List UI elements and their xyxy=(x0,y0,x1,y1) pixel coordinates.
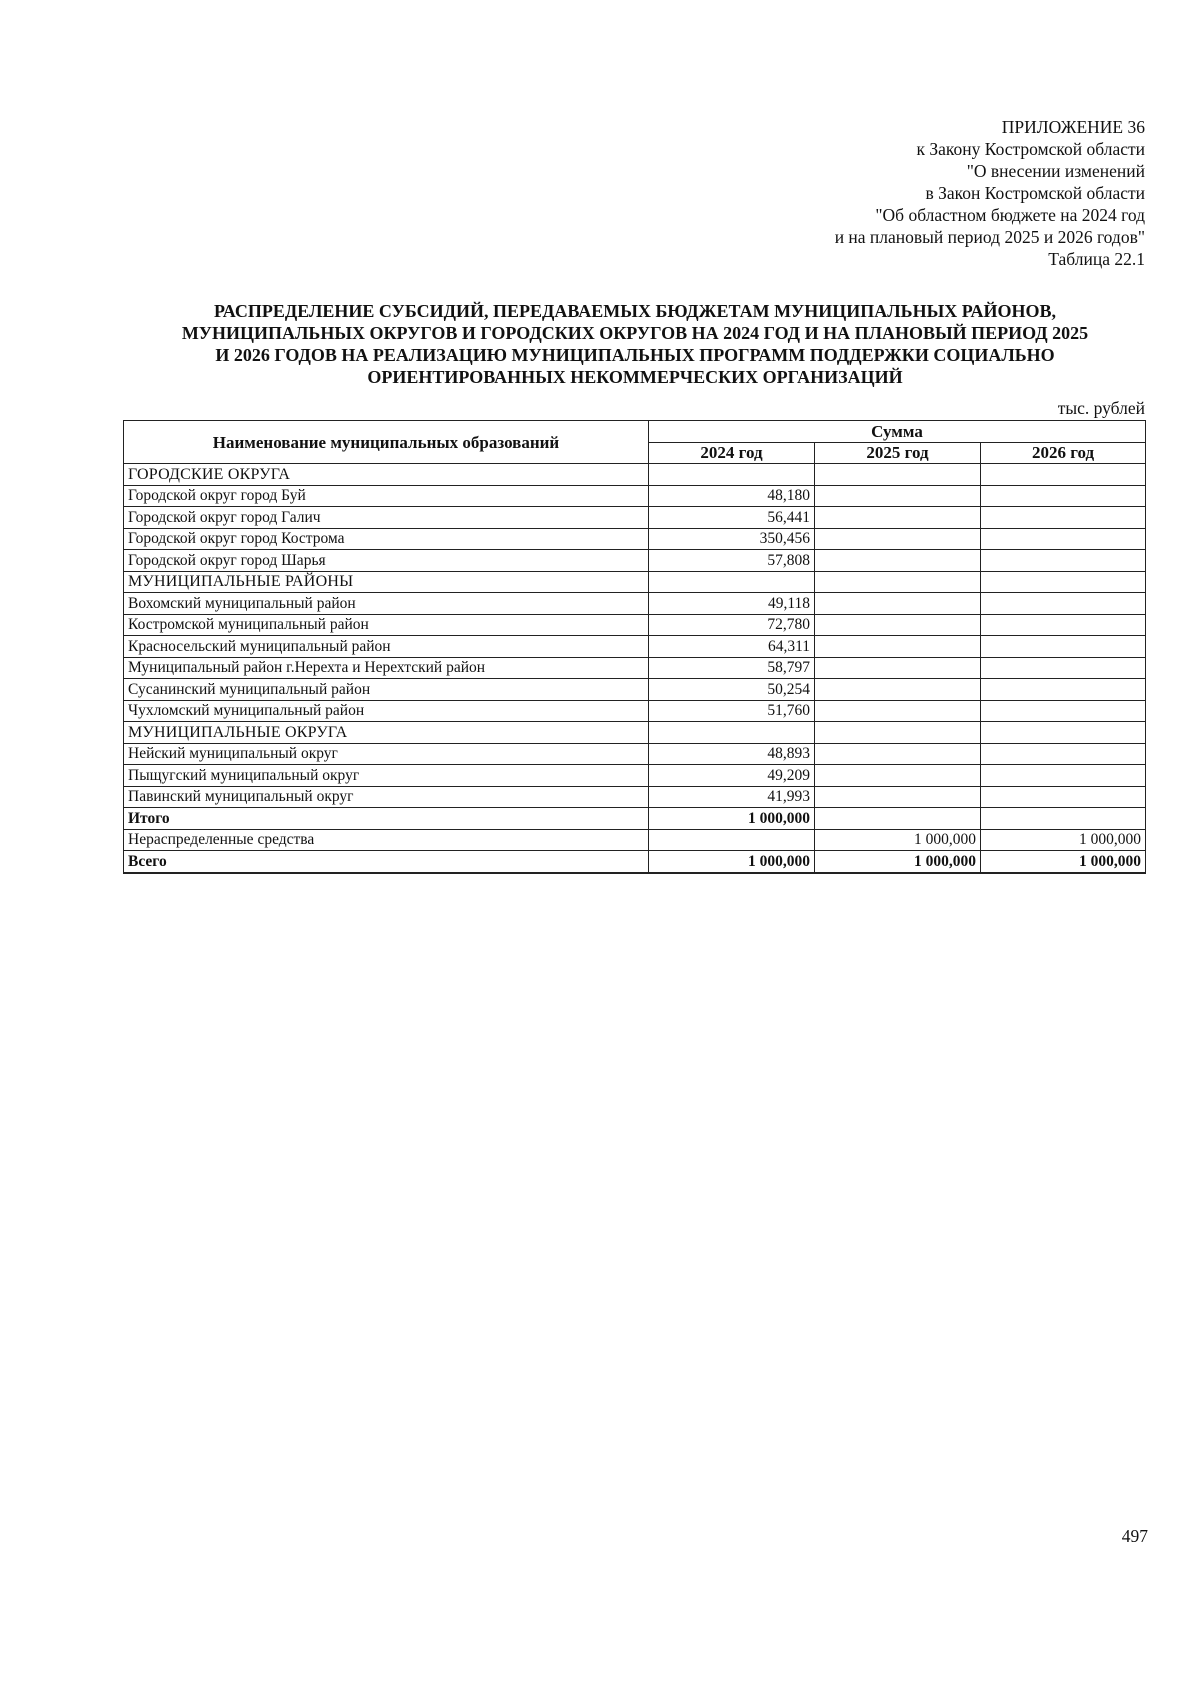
cell-2024: 57,808 xyxy=(649,550,815,572)
cell-2026 xyxy=(981,657,1146,679)
column-header-2024: 2024 год xyxy=(649,442,815,464)
cell-2026 xyxy=(981,636,1146,658)
cell-name: Городской округ город Шарья xyxy=(124,550,649,572)
cell-2025 xyxy=(815,614,981,636)
cell-2026 xyxy=(981,808,1146,830)
cell-2025 xyxy=(815,679,981,701)
cell-name: Сусанинский муниципальный район xyxy=(124,679,649,701)
table-row xyxy=(124,765,1146,787)
cell-2025 xyxy=(815,786,981,808)
cell-2026 xyxy=(981,679,1146,701)
cell-2025 xyxy=(815,743,981,765)
cell-2026 xyxy=(981,743,1146,765)
cell-2024: 56,441 xyxy=(649,507,815,529)
cell-2026 xyxy=(981,786,1146,808)
appendix-header xyxy=(445,116,1145,270)
cell-name: МУНИЦИПАЛЬНЫЕ ОКРУГА xyxy=(124,722,649,744)
cell-2024 xyxy=(649,464,815,486)
cell-2024: 48,180 xyxy=(649,485,815,507)
cell-2024: 350,456 xyxy=(649,528,815,550)
cell-name: Городской округ город Буй xyxy=(124,485,649,507)
table-row xyxy=(124,743,1146,765)
cell-2026: 1 000,000 xyxy=(981,829,1146,851)
cell-2026 xyxy=(981,485,1146,507)
title-line: И 2026 ГОДОВ НА РЕАЛИЗАЦИЮ МУНИЦИПАЛЬНЫХ ПРОГРАММ ПОДДЕРЖКИ СОЦИАЛЬНО xyxy=(215,345,1055,365)
section-row xyxy=(124,722,1146,744)
cell-2025: 1 000,000 xyxy=(815,829,981,851)
cell-name: Нейский муниципальный округ xyxy=(124,743,649,765)
table-row xyxy=(124,636,1146,658)
cell-2025 xyxy=(815,700,981,722)
table-number: Таблица 22.1 xyxy=(1048,249,1145,269)
cell-2025 xyxy=(815,657,981,679)
column-header-2026: 2026 год xyxy=(981,442,1146,464)
appendix-line: в Закон Костромской области xyxy=(925,183,1145,203)
appendix-line: "О внесении изменений xyxy=(966,161,1145,181)
cell-2024: 72,780 xyxy=(649,614,815,636)
page-number: 497 xyxy=(1121,1526,1148,1546)
cell-2024: 50,254 xyxy=(649,679,815,701)
title-line: ОРИЕНТИРОВАННЫХ НЕКОММЕРЧЕСКИХ ОРГАНИЗАЦИЙ xyxy=(367,367,903,387)
cell-2026 xyxy=(981,507,1146,529)
title-line: РАСПРЕДЕЛЕНИЕ СУБСИДИЙ, ПЕРЕДАВАЕМЫХ БЮДЖЕТАМ МУНИЦИПАЛЬНЫХ РАЙОНОВ, xyxy=(214,301,1056,321)
cell-2024: 49,118 xyxy=(649,593,815,615)
column-header-sum: Сумма xyxy=(649,421,1146,443)
cell-2025 xyxy=(815,507,981,529)
cell-name: Нераспределенные средства xyxy=(124,829,649,851)
cell-2024: 1 000,000 xyxy=(649,851,815,873)
cell-2025: 1 000,000 xyxy=(815,851,981,873)
cell-name: Красносельский муниципальный район xyxy=(124,636,649,658)
cell-2025 xyxy=(815,485,981,507)
table-row xyxy=(124,786,1146,808)
cell-2026 xyxy=(981,528,1146,550)
cell-2025 xyxy=(815,722,981,744)
subsidy-table xyxy=(123,420,1146,874)
table-row xyxy=(124,700,1146,722)
cell-2024: 41,993 xyxy=(649,786,815,808)
cell-2026 xyxy=(981,700,1146,722)
cell-2025 xyxy=(815,550,981,572)
appendix-line: и на плановый период 2025 и 2026 годов" xyxy=(834,227,1145,247)
table-row xyxy=(124,507,1146,529)
cell-2025 xyxy=(815,765,981,787)
table-row xyxy=(124,829,1146,851)
appendix-line: "Об областном бюджете на 2024 год xyxy=(875,205,1145,225)
cell-2025 xyxy=(815,593,981,615)
cell-name: Костромской муниципальный район xyxy=(124,614,649,636)
cell-2026 xyxy=(981,722,1146,744)
table-row xyxy=(124,528,1146,550)
cell-2026: 1 000,000 xyxy=(981,851,1146,873)
total-row xyxy=(124,808,1146,830)
cell-2024 xyxy=(649,722,815,744)
cell-2025 xyxy=(815,808,981,830)
cell-2024 xyxy=(649,571,815,593)
cell-2024: 58,797 xyxy=(649,657,815,679)
cell-2024 xyxy=(649,829,815,851)
cell-2025 xyxy=(815,464,981,486)
cell-name: МУНИЦИПАЛЬНЫЕ РАЙОНЫ xyxy=(124,571,649,593)
table-row xyxy=(124,679,1146,701)
table-row xyxy=(124,657,1146,679)
cell-2026 xyxy=(981,614,1146,636)
document-title xyxy=(120,300,1150,388)
cell-2024: 49,209 xyxy=(649,765,815,787)
cell-name: Муниципальный район г.Нерехта и Нерехтский район xyxy=(124,657,649,679)
table-row xyxy=(124,550,1146,572)
cell-2025 xyxy=(815,571,981,593)
cell-2026 xyxy=(981,571,1146,593)
cell-2026 xyxy=(981,464,1146,486)
section-row xyxy=(124,464,1146,486)
cell-2025 xyxy=(815,528,981,550)
cell-2024: 51,760 xyxy=(649,700,815,722)
cell-2026 xyxy=(981,765,1146,787)
cell-2024: 64,311 xyxy=(649,636,815,658)
cell-name: Городской округ город Кострома xyxy=(124,528,649,550)
cell-name: Вохомский муниципальный район xyxy=(124,593,649,615)
cell-name: Чухломский муниципальный район xyxy=(124,700,649,722)
section-row xyxy=(124,571,1146,593)
cell-name: Городской округ город Галич xyxy=(124,507,649,529)
total-row xyxy=(124,851,1146,873)
cell-2024: 1 000,000 xyxy=(649,808,815,830)
appendix-line: ПРИЛОЖЕНИЕ 36 xyxy=(1001,117,1145,137)
cell-2026 xyxy=(981,593,1146,615)
cell-2026 xyxy=(981,550,1146,572)
appendix-line: к Закону Костромской области xyxy=(916,139,1145,159)
cell-2024: 48,893 xyxy=(649,743,815,765)
cell-2025 xyxy=(815,636,981,658)
column-header-name: Наименование муниципальных образований xyxy=(124,421,649,464)
cell-name: ГОРОДСКИЕ ОКРУГА xyxy=(124,464,649,486)
table-row xyxy=(124,593,1146,615)
cell-name: Пыщугский муниципальный округ xyxy=(124,765,649,787)
unit-label: тыс. рублей xyxy=(1057,398,1145,418)
cell-name: Всего xyxy=(124,851,649,873)
table-row xyxy=(124,614,1146,636)
title-line: МУНИЦИПАЛЬНЫХ ОКРУГОВ И ГОРОДСКИХ ОКРУГОВ НА 2024 ГОД И НА ПЛАНОВЫЙ ПЕРИОД 2025 xyxy=(181,323,1089,343)
table-row xyxy=(124,485,1146,507)
cell-name: Итого xyxy=(124,808,649,830)
cell-name: Павинский муниципальный округ xyxy=(124,786,649,808)
column-header-2025: 2025 год xyxy=(815,442,981,464)
